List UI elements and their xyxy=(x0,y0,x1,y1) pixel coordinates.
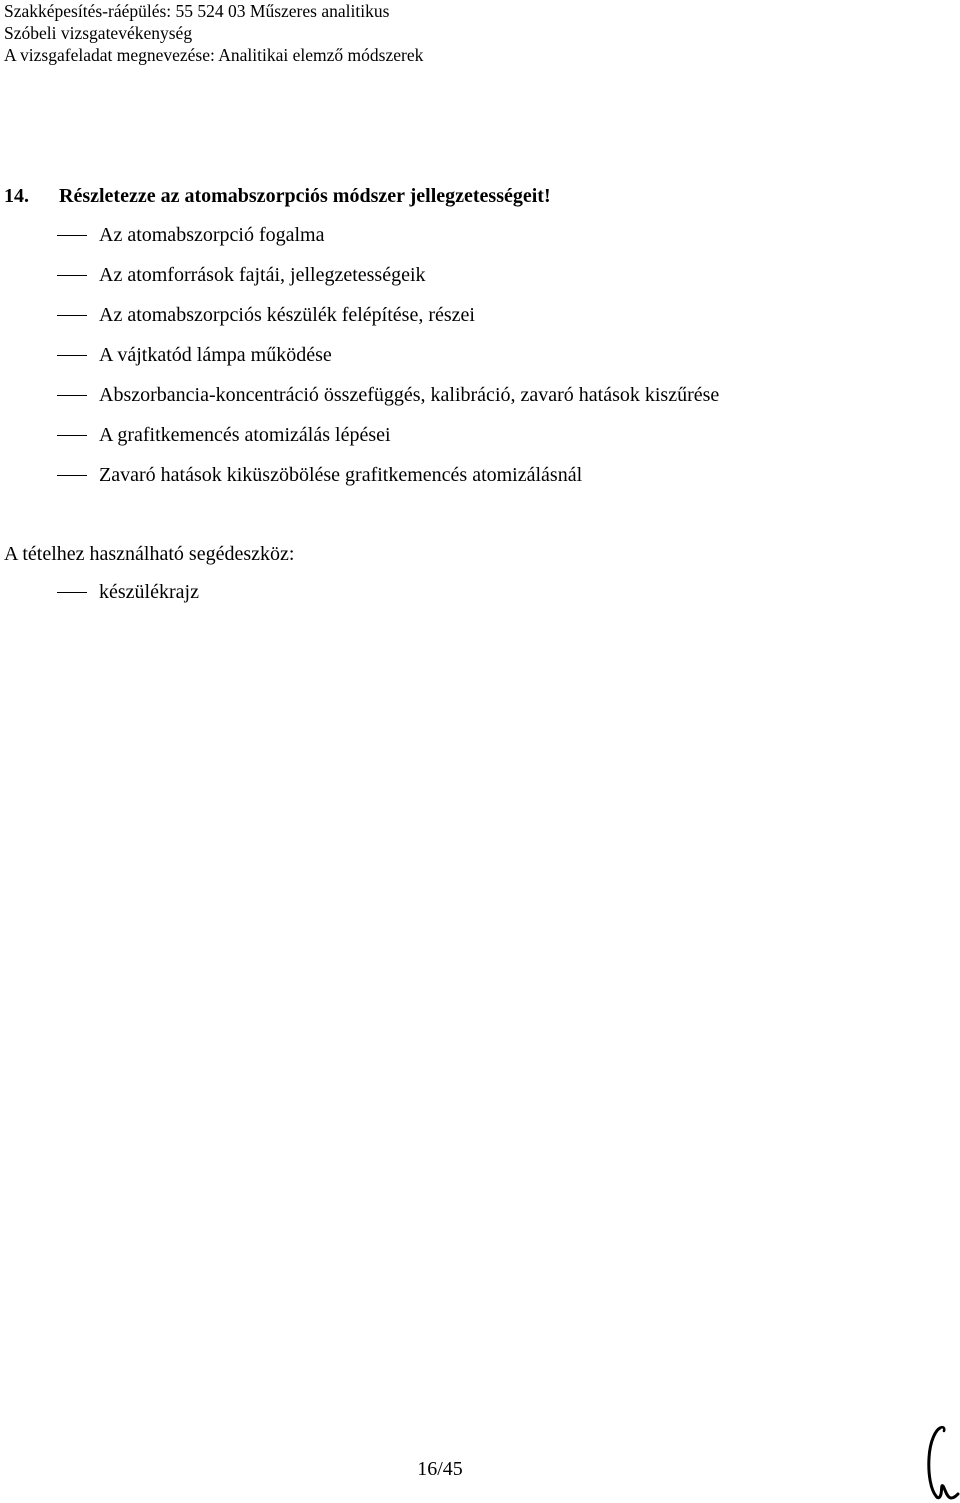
dash-bullet-icon xyxy=(57,315,87,316)
dash-bullet-icon xyxy=(57,395,87,396)
document-header xyxy=(4,0,423,66)
question-title xyxy=(4,182,551,210)
page-number: 16/45 xyxy=(417,1458,463,1480)
aid-text: készülékrajz xyxy=(99,581,199,603)
topic-text: Az atomforrások fajtái, jellegzetességeik xyxy=(99,264,426,286)
topic-text: Abszorbancia-koncentráció összefüggés, kalibráció, zavaró hatások kiszűrése xyxy=(99,384,720,406)
dash-bullet-icon xyxy=(57,475,87,476)
topic-text: A grafitkemencés atomizálás lépései xyxy=(99,424,391,446)
topic-text: Az atomabszorpciós készülék felépítése, részei xyxy=(99,304,475,326)
header-exam-activity: Szóbeli vizsgatevékenység xyxy=(4,23,193,43)
dash-bullet-icon xyxy=(57,435,87,436)
question-text: Részletezze az atomabszorpciós módszer jellegzetességeit! xyxy=(59,185,551,207)
topic-text: Az atomabszorpció fogalma xyxy=(99,224,325,246)
topic-text: A vájtkatód lámpa működése xyxy=(99,344,332,366)
dash-bullet-icon xyxy=(57,592,87,593)
dash-bullet-icon xyxy=(57,235,87,236)
header-task-name: A vizsgafeladat megnevezése: Analitikai elemző módszerek xyxy=(4,45,424,65)
topic-text: Zavaró hatások kiküszöbölése grafitkemencés atomizálásnál xyxy=(99,464,583,486)
signature-icon xyxy=(918,1420,960,1503)
aids-heading: A tételhez használható segédeszköz: xyxy=(4,543,295,565)
question-number: 14. xyxy=(4,185,29,207)
dash-bullet-icon xyxy=(57,355,87,356)
dash-bullet-icon xyxy=(57,275,87,276)
header-qualification: Szakképesítés-ráépülés: 55 524 03 Műszeres analitikus xyxy=(4,1,390,21)
